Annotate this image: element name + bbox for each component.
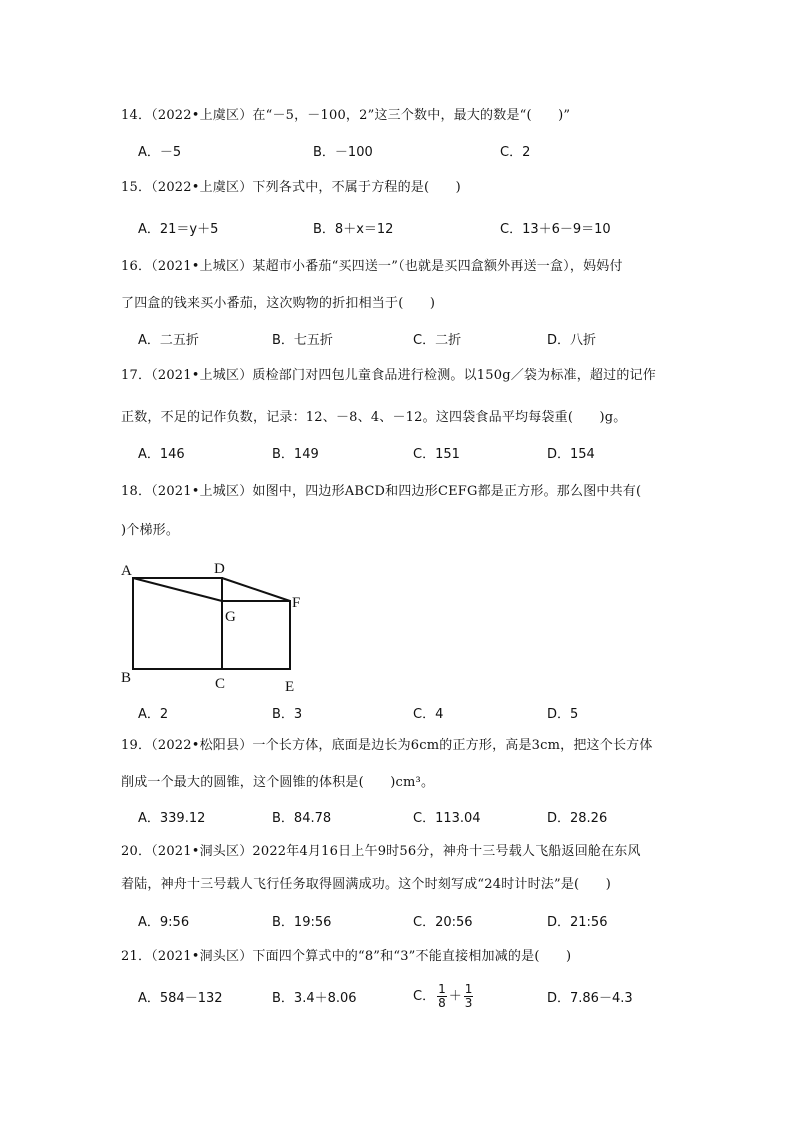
q19-option-d: D．28.26 xyxy=(547,811,608,826)
q15-option-c: C．13＋6－9＝10 xyxy=(500,222,611,237)
q20-option-a: A．9:56 xyxy=(138,915,190,930)
q19-option-a: A．339.12 xyxy=(138,811,206,826)
q18-option-a: A．2 xyxy=(138,707,169,722)
q14-option-a: A．－5 xyxy=(138,145,182,160)
q17-option-a: A．146 xyxy=(138,447,185,462)
q21-option-c xyxy=(413,983,475,1010)
q21-option-c-label: C． xyxy=(413,989,436,1004)
q20-option-c: C．20:56 xyxy=(413,915,473,930)
q15-option-a: A．21＝y＋5 xyxy=(138,222,219,237)
q15-option-b: B．8＋x＝12 xyxy=(313,222,394,237)
q17-option-d: D．154 xyxy=(547,447,595,462)
question-18-line-2: )个梯形。 xyxy=(121,523,180,538)
question-19-line-2: 削成一个最大的圆锥，这个圆锥的体积是( )cm³。 xyxy=(121,775,435,790)
label-d: D xyxy=(214,561,225,577)
q16-option-c: C．二折 xyxy=(413,333,462,348)
question-17-line-1: 17．（2021•上城区）质检部门对四包儿童食品进行检测。以150g／袋为标准，超过的记作 xyxy=(121,368,656,383)
q20-option-d: D．21:56 xyxy=(547,915,608,930)
question-16-line-2: 了四盒的钱来买小番茄，这次购物的折扣相当于( ) xyxy=(121,296,436,311)
q18-option-b: B．3 xyxy=(272,707,303,722)
q17-option-b: B．149 xyxy=(272,447,319,462)
q21-option-d: D．7.86－4.3 xyxy=(547,991,633,1006)
q16-option-a: A．二五折 xyxy=(138,333,199,348)
q21-option-b: B．3.4＋8.06 xyxy=(272,991,357,1006)
question-17-line-2: 正数，不足的记作负数，记录：12、－8、4、－12。这四袋食品平均每袋重( )g。 xyxy=(121,410,627,425)
q16-option-d: D．八折 xyxy=(547,333,597,348)
q19-option-c: C．113.04 xyxy=(413,811,481,826)
question-20-line-1: 20．（2021•洞头区）2022年4月16日上午9时56分，神舟十三号载人飞船返回舱在东风 xyxy=(121,844,641,859)
q18-option-c: C．4 xyxy=(413,707,444,722)
question-20-line-2: 着陆，神舟十三号载人飞行任务取得圆满成功。这个时刻写成“24时计时法”是( ) xyxy=(121,877,611,892)
q18-option-d: D．5 xyxy=(547,707,579,722)
label-c: C xyxy=(215,676,226,692)
label-a: A xyxy=(121,563,132,579)
q20-option-b: B．19:56 xyxy=(272,915,332,930)
line-a-g xyxy=(133,578,222,601)
q19-option-b: B．84.78 xyxy=(272,811,332,826)
q16-option-b: B．七五折 xyxy=(272,333,333,348)
fraction-one-eighth: $\frac{1}{8}$ xyxy=(438,982,446,1010)
q17-option-c: C．151 xyxy=(413,447,460,462)
square-abcd xyxy=(133,578,222,669)
question-21-text: 21．（2021•洞头区）下面四个算式中的“8”和“3”不能直接相加减的是( ) xyxy=(121,949,572,964)
q21-option-a: A．584－132 xyxy=(138,991,223,1006)
geometry-figure xyxy=(115,555,315,700)
question-15-text: 15．（2022•上虞区）下列各式中，不属于方程的是( ) xyxy=(121,180,461,195)
line-d-f xyxy=(222,578,290,601)
plus-sign: ＋ xyxy=(448,989,462,1004)
q14-option-b: B．－100 xyxy=(313,145,373,160)
question-16-line-1: 16．（2021•上城区）某超市小番茄“买四送一”（也就是买四盒额外再送一盒），妈妈付 xyxy=(121,259,623,274)
label-e: E xyxy=(285,679,295,695)
label-b: B xyxy=(121,670,132,686)
label-g: G xyxy=(225,609,236,625)
question-14-text: 14．（2022•上虞区）在“－5，－100，2”这三个数中，最大的数是“( )” xyxy=(121,108,571,123)
question-18-line-1: 18．（2021•上城区）如图中，四边形ABCD和四边形CEFG都是正方形。那么图中共有( xyxy=(121,484,642,499)
label-f: F xyxy=(292,595,301,611)
fraction-one-third: $\frac{1}{3}$ xyxy=(464,982,473,1010)
question-19-line-1: 19．（2022•松阳县）一个长方体，底面是边长为6cm的正方形，高是3cm，把这个长方体 xyxy=(121,738,653,753)
q14-option-c: C．2 xyxy=(500,145,531,160)
